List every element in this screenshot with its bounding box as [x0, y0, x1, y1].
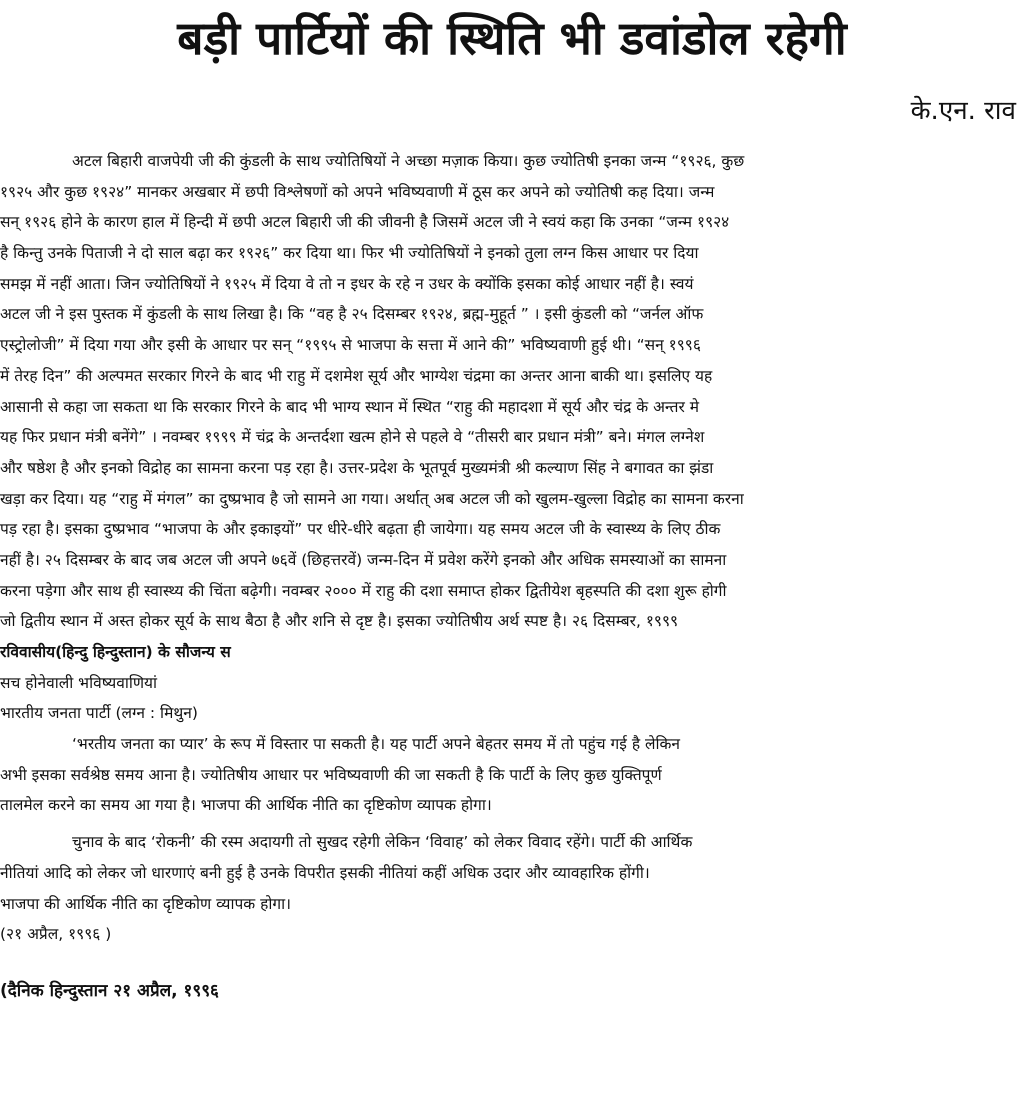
article-headline: बड़ी पार्टियों की स्थिति भी डवांडोल रहेगी — [177, 11, 847, 65]
text-line: १९२५ और कुछ १९२४” मानकर अखबार में छपी विश्लेषणों को अपने भविष्यवाणी में ठूस कर अपने को ज्योतिषी कह दिया। जन्म — [0, 182, 715, 201]
subsection-heading: भारतीय जनता पार्टी (लग्न : मिथुन) — [0, 704, 198, 723]
courtesy-line: रविवासीय(हिन्दु हिन्दुस्तान) के सौजन्य स — [0, 643, 231, 661]
text-line: जो द्वितीय स्थान में अस्त होकर सूर्य के साथ बैठा है और शनि से दृष्ट है। इसका ज्योतिषीय अर्थ स्पष्ट है। २६ दिसम्बर, १९९९ — [0, 612, 679, 631]
text-line: आसानी से कहा जा सकता था कि सरकार गिरने के बाद भी भाग्य स्थान में स्थित “राहु की महादशा में सूर्य और चंद्र के अन्तर मे — [0, 397, 700, 416]
text-line: और षष्ठेश है और इनको विद्रोह का सामना करना पड़ रहा है। उत्तर-प्रदेश के भूतपूर्व मुख्यमंत्री श्री कल्याण सिंह ने बगावत का झंडा — [0, 458, 714, 477]
author-byline: के.एन. राव — [910, 96, 1016, 126]
text-line: ‘भरतीय जनता का प्यार’ के रूप में विस्तार पा सकती है। यह पार्टी अपने बेहतर समय में तो पहुंच गई है लेकिन — [72, 735, 681, 754]
text-line: एस्ट्रोलोजी” में दिया गया और इसी के आधार पर सन् “१९९५ से भाजपा के सत्ता में आने की” भविष्यवाणी हुई थी। “सन् १९९६ — [0, 336, 701, 355]
paragraph-gap — [0, 950, 1024, 976]
text-line: नहीं है। २५ दिसम्बर के बाद जब अटल जी अपने ७६वें (छिहत्तरवें) जन्म-दिन में प्रवेश करेंगे इनको और अधिक समस्याओं का सामना — [0, 550, 727, 569]
text-line: पड़ रहा है। इसका दुष्प्रभाव “भाजपा के और इकाइयों” पर धीरे-धीरे बढ़ता ही जायेगा। यह समय अटल जी के स्वास्थ्य के लिए ठीक — [0, 520, 721, 539]
text-line: समझ में नहीं आता। जिन ज्योतिषियों ने १९२५ में दिया वे तो न इधर के रहे न उधर के क्योंकि इसका कोई आधार नहीं है। स्वयं — [0, 274, 694, 293]
section-heading: सच होनेवाली भविष्यवाणियां — [0, 673, 158, 692]
text-line: सन् १९२६ होने के कारण हाल में हिन्दी में छपी अटल बिहारी जी की जीवनी है जिसमें अटल जी ने स्वयं कहा कि उनका “जन्म १९२४ — [0, 213, 730, 232]
text-line: यह फिर प्रधान मंत्री बनेंगे” । नवम्बर १९९९ में चंद्र के अन्तर्दशा खत्म होने से पहले वे “तीसरी बार प्रधान मंत्री” बने। मंगल लग्नेश — [0, 428, 705, 447]
text-line: अटल जी ने इस पुस्तक में कुंडली के साथ लिखा है। कि “वह है २५ दिसम्बर १९२४, ब्रह्म-मुहूर्त ” । इसी कुंडली को “जर्नल ऑफ — [0, 305, 704, 324]
text-line: अभी इसका सर्वश्रेष्ठ समय आना है। ज्योतिषीय आधार पर भविष्यवाणी की जा सकती है कि पार्टी के लिए कुछ युक्तिपूर्ण — [0, 765, 662, 784]
text-line: नीतियां आदि को लेकर जो धारणाएं बनी हुई है उनके विपरीत इसकी नीतियां कहीं अधिक उदार और व्यावहारिक होंगी। — [0, 863, 650, 882]
text-line: तालमेल करने का समय आ गया है। भाजपा की आर्थिक नीति का दृष्टिकोण व्यापक होगा। — [0, 796, 492, 815]
text-line: करना पड़ेगा और साथ ही स्वास्थ्य की चिंता बढ़ेगी। नवम्बर २००० में राहु की दशा समाप्त होकर द्वितीयेश बृहस्पति की दशा शुरू होगी — [0, 581, 727, 600]
text-line: अटल बिहारी वाजपेयी जी की कुंडली के साथ ज्योतिषियों ने अच्छा मज़ाक किया। कुछ ज्योतिषी इनका जन्म “१९२६, कुछ — [72, 152, 745, 170]
text-line: में तेरह दिन” की अल्पमत सरकार गिरने के बाद भी राहु में दशमेश सूर्य और भाग्येश चंद्रमा का अन्तर आना बाकी था। इसलिए यह — [0, 366, 713, 385]
text-line: भाजपा की आर्थिक नीति का दृष्टिकोण व्यापक होगा। — [0, 894, 291, 913]
article-body — [0, 146, 1024, 1007]
text-line: खड़ा कर दिया। यह “राहु में मंगल” का दुष्प्रभाव है जो सामने आ गया। अर्थात् अब अटल जी को खुलम-खुल्ला विद्रोह का सामना करना — [0, 489, 744, 508]
source-footer: (दैनिक हिन्दुस्तान २१ अप्रैल, १९९६ — [0, 980, 219, 1001]
date-line: (२१ अप्रैल, १९९६ ) — [0, 925, 112, 944]
text-line: चुनाव के बाद ‘रोकनी’ की रस्म अदायगी तो सुखद रहेगी लेकिन ‘विवाह’ को लेकर विवाद रहेंगे। पार्टी की आर्थिक — [72, 833, 693, 852]
text-line: है किन्तु उनके पिताजी ने दो साल बढ़ा कर १९२६” कर दिया था। फिर भी ज्योतिषियों ने इनको तुला लग्न किस आधार पर दिया — [0, 244, 699, 263]
